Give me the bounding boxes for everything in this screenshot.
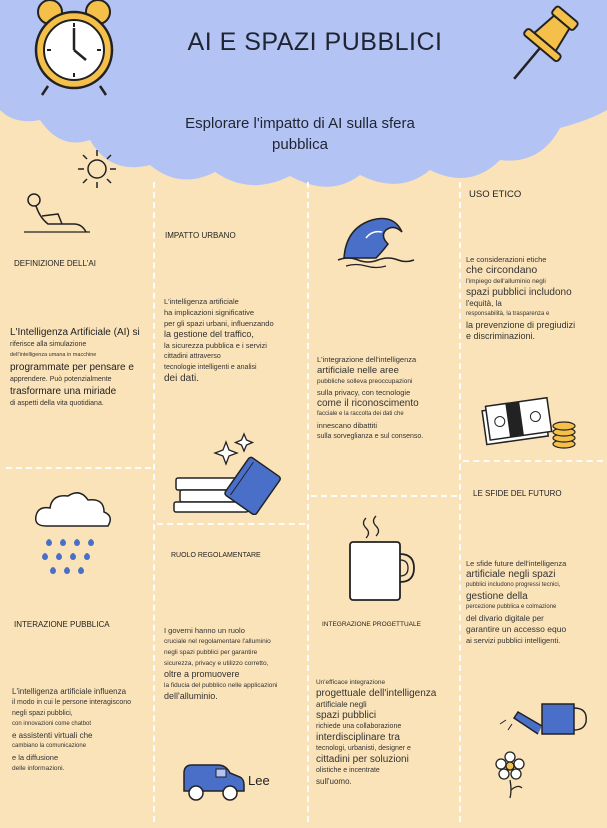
coffee-mug-icon (340, 512, 420, 604)
section-body-futuro: Le sfide future dell'intelligenza artificiale negli spazi pubblici includono progressi tecnici, gestione della percezione pubblica e colmazione del divario digitale per garantire un accesso equo ai servizi pubblici intelligenti. (466, 559, 567, 645)
section-body-interazione: L'intelligenza artificiale influenza il modo in cui le persone interagiscono negli spazi pubblici, con innovazioni come chatbot e assistenti virtuali che cambiano la comunicazione e la diffusione delle informazioni. (12, 687, 132, 772)
money-icon (478, 392, 578, 452)
relaxing-person-icon (22, 192, 92, 237)
divider (463, 460, 603, 462)
section-heading-impatto: IMPATTO URBANO (165, 231, 236, 240)
alarm-clock-icon (18, 0, 118, 100)
divider (6, 467, 151, 469)
section-body-etico: Le considerazioni etiche che circondano l'impiego dell'alluminio negli spazi pubblici includono l'equità, la responsabilità, la trasparenza e la prevenzione di pregiudizi e discriminazioni. (466, 255, 576, 341)
section-heading-interazione: INTERAZIONE PUBBLICA (14, 620, 110, 629)
divider (153, 182, 155, 822)
page-subtitle: Esplorare l'impatto di AI sulla sfera pubblica (185, 115, 415, 153)
car-icon (178, 755, 248, 807)
section-heading-integrazione: INTEGRAZIONE PROGETTUALE (322, 621, 421, 628)
section-body-impatto: L'intelligenza artificiale ha implicazioni significative per gli spazi urbani, influenzando la gestione del traffico, la sicurezza pubblica e i servizi cittadini attraverso tecnologie intelligenti e analisi dei dati. (164, 297, 274, 384)
section-heading-definizione: DEFINIZIONE DELL'AI (14, 259, 96, 268)
section-body-privacy: L'integrazione dell'intelligenza artificiale nelle aree pubbliche solleva preoccupazioni sulla privacy, con tecnologie come il riconoscimento facciale e la raccolta dei dati che innescano dibattiti sulla sorveglianza e sul consenso. (317, 355, 424, 440)
section-heading-etico: USO ETICO (469, 189, 522, 200)
section-body-definizione: L'Intelligenza Artificiale (AI) si riferisce alla simulazione dell'intelligenza umana in macchine programmate per pensare e apprendere. Può potenzialmente trasformare una miriade di aspetti della vita quotidiana. (10, 327, 140, 407)
divider (311, 495, 457, 497)
books-icon (168, 430, 288, 515)
section-heading-ruolo: RUOLO REGOLAMENTARE (171, 552, 261, 559)
section-body-ruolo: I governi hanno un ruolo cruciale nel regolamentare l'alluminio negli spazi pubblici per garantire sicurezza, privacy e utilizzo corretto, oltre a promuovere la fiducia del pubblico nelle applicazioni dell'alluminio. (164, 626, 278, 701)
divider (459, 182, 461, 822)
car-caption: Lee (248, 773, 270, 788)
section-heading-futuro: LE SFIDE DEL FUTURO (473, 489, 562, 498)
sun-icon (76, 148, 118, 190)
section-body-integrazione: Un'efficace integrazione progettuale dell'intelligenza artificiale negli spazi pubblici richiede una collaborazione interdisciplinare tra tecnologi, urbanisti, designer e cittadini per soluzioni olistiche e incentrate sull'uomo. (316, 679, 437, 786)
watering-can-icon (494, 690, 594, 800)
page-title: AI E SPAZI PUBBLICI (187, 28, 443, 56)
divider (307, 182, 309, 822)
divider (157, 523, 305, 525)
rain-cloud-icon (28, 484, 118, 584)
wave-icon (336, 208, 416, 270)
pushpin-icon (505, 2, 585, 97)
